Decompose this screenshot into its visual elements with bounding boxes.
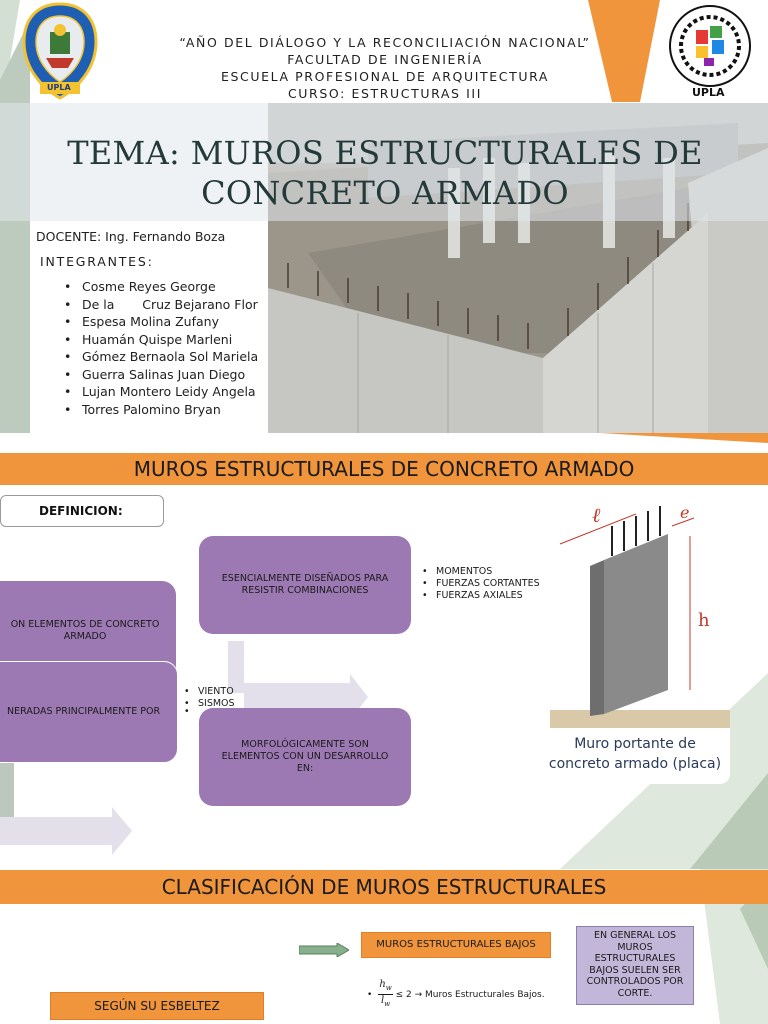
purple-box-combinaciones-text: ESENCIALMENTE DISEÑADOS PARA RESISTIR COMBINACIONES xyxy=(221,573,389,596)
architecture-logo xyxy=(668,4,752,100)
member-item xyxy=(64,401,258,419)
formula-num-symbol: h xyxy=(379,979,386,990)
member-name: Lujan Montero Leidy Angela xyxy=(82,384,256,399)
cover-slide xyxy=(0,0,768,433)
classification-title-bar: CLASIFICACIÓN DE MUROS ESTRUCTURALES xyxy=(0,870,768,904)
list-item-text: FUERZAS AXIALES xyxy=(436,590,523,601)
header-faculty: FACULTAD DE INGENIERÍA xyxy=(287,52,483,67)
dimension-label-length: ℓ xyxy=(592,503,601,527)
member-name: Torres Palomino Bryan xyxy=(82,401,221,417)
note-line: CORTE. xyxy=(617,987,653,999)
list-item xyxy=(422,566,540,578)
member-item xyxy=(64,366,258,384)
slide-title xyxy=(40,133,730,213)
connector-green xyxy=(0,763,14,821)
wall-diagram xyxy=(540,496,730,784)
bullet-icon: • xyxy=(184,686,190,697)
bullet-icon: • xyxy=(64,279,72,294)
bullet-icon: • xyxy=(64,349,72,364)
slide-title-line1: TEMA: MUROS ESTRUCTURALES DE xyxy=(67,134,703,172)
member-name: Huamán Quispe Marleni xyxy=(82,331,233,347)
arrow-right-icon xyxy=(0,807,132,855)
combinaciones-list xyxy=(422,566,540,602)
member-item xyxy=(64,313,258,331)
list-item xyxy=(184,698,235,706)
formula-denominator xyxy=(381,995,390,1010)
purple-box-morfologico-text: MORFOLÓGICAMENTE SON ELEMENTOS CON UN DESARROLLO EN: xyxy=(221,739,389,774)
bullet-icon: • xyxy=(422,578,428,589)
member-name: Gómez Bernaola Sol Mariela xyxy=(82,349,259,364)
bullet-icon: • xyxy=(184,706,190,717)
segun-esbeltez-box: SEGÚN SU ESBELTEZ xyxy=(50,992,264,1020)
architecture-logo-acronym: UPLA xyxy=(692,86,725,99)
list-item-text: VIENTO xyxy=(198,686,234,697)
formula-fraction xyxy=(378,979,392,1010)
bullet-icon: • xyxy=(422,590,428,601)
note-line: CONTROLADOS POR xyxy=(586,976,684,987)
wall-caption-line1: Muro portante de xyxy=(574,736,696,752)
purple-box-morfologico xyxy=(199,708,411,806)
note-line: ESTRUCTURALES xyxy=(594,953,676,964)
bullet-icon: • xyxy=(64,366,72,382)
wall-side-face xyxy=(590,560,604,716)
member-name: Espesa Molina Zufany xyxy=(82,314,219,329)
dimension-label-thickness: e xyxy=(680,503,690,522)
note-box xyxy=(576,926,694,1005)
bullet-icon: • xyxy=(64,296,72,312)
formula-num-subscript: w xyxy=(385,984,392,992)
formula-rest: ≤ 2 → Muros Estructurales Bajos. xyxy=(392,989,545,1000)
member-item xyxy=(64,383,258,401)
wall-front-face xyxy=(604,534,668,714)
integrantes-label: INTEGRANTES: xyxy=(40,254,154,269)
university-logo-acronym: UPLA xyxy=(47,83,71,92)
list-item xyxy=(422,578,540,590)
slenderness-formula xyxy=(367,979,545,1010)
formula-den-subscript: w xyxy=(384,1000,391,1008)
list-item-text: SISMOS xyxy=(198,698,235,706)
member-name: De la Cruz Bejarano Flor xyxy=(82,296,258,312)
dimension-label-height: h xyxy=(698,610,710,631)
architecture-seal-icon xyxy=(668,4,752,88)
slide-title-line2: CONCRETO ARMADO xyxy=(201,174,569,212)
member-item xyxy=(64,348,258,366)
list-item-text: MOMENTOS xyxy=(436,566,493,577)
header-motto: “AÑO DEL DIÁLOGO Y LA RECONCILIACIÓN NACIONAL” xyxy=(179,35,591,50)
note-line: BAJOS SUELEN SER xyxy=(589,964,681,976)
formula-numerator xyxy=(378,979,392,995)
member-item xyxy=(64,296,258,314)
purple-box-combinaciones xyxy=(199,536,411,634)
member-item xyxy=(64,331,258,349)
university-logo xyxy=(20,2,100,102)
note-line: EN GENERAL LOS xyxy=(593,930,677,941)
section-title-bar: MUROS ESTRUCTURALES DE CONCRETO ARMADO xyxy=(0,453,768,485)
corner-orange-wedge xyxy=(600,433,768,443)
muros-bajos-box: MUROS ESTRUCTURALES BAJOS xyxy=(361,932,551,958)
bullet-icon: • xyxy=(184,698,190,706)
member-item xyxy=(64,278,258,296)
list-item-text: FUERZAS CORTANTES xyxy=(436,578,540,589)
bullet-icon: • xyxy=(64,331,72,347)
formula-den-symbol: l xyxy=(380,995,385,1006)
bullet-icon: • xyxy=(64,401,72,417)
list-item xyxy=(184,686,235,698)
purple-box-generadas xyxy=(0,661,178,763)
bullet-icon: • xyxy=(64,384,72,399)
note-line: MUROS xyxy=(617,941,653,953)
header-course: CURSO: ESTRUCTURAS III xyxy=(287,86,482,101)
bullet-icon: • xyxy=(422,566,428,577)
list-item xyxy=(422,590,540,602)
bullet-icon: • xyxy=(367,989,373,1000)
header-school: ESCUELA PROFESIONAL DE ARQUITECTURA xyxy=(220,69,549,84)
classification-slide xyxy=(0,869,768,1024)
member-name: Cosme Reyes George xyxy=(82,279,216,294)
arrow-right-icon xyxy=(299,943,349,957)
wall-caption-line2: concreto armado (placa) xyxy=(548,756,722,772)
docente-label: DOCENTE: Ing. Fernando Boza xyxy=(36,229,226,244)
member-name: Guerra Salinas Juan Diego xyxy=(82,366,246,382)
wall-diagram-caption xyxy=(540,734,730,774)
purple-box-elementos-text: ON ELEMENTOS DE CONCRETO ARMADO xyxy=(10,619,160,642)
purple-box-generadas-text: NERADAS PRINCIPALMENTE POR xyxy=(7,706,161,717)
members-list xyxy=(64,278,258,418)
definicion-label: DEFINICION: xyxy=(0,495,164,527)
bullet-icon: • xyxy=(64,314,72,329)
